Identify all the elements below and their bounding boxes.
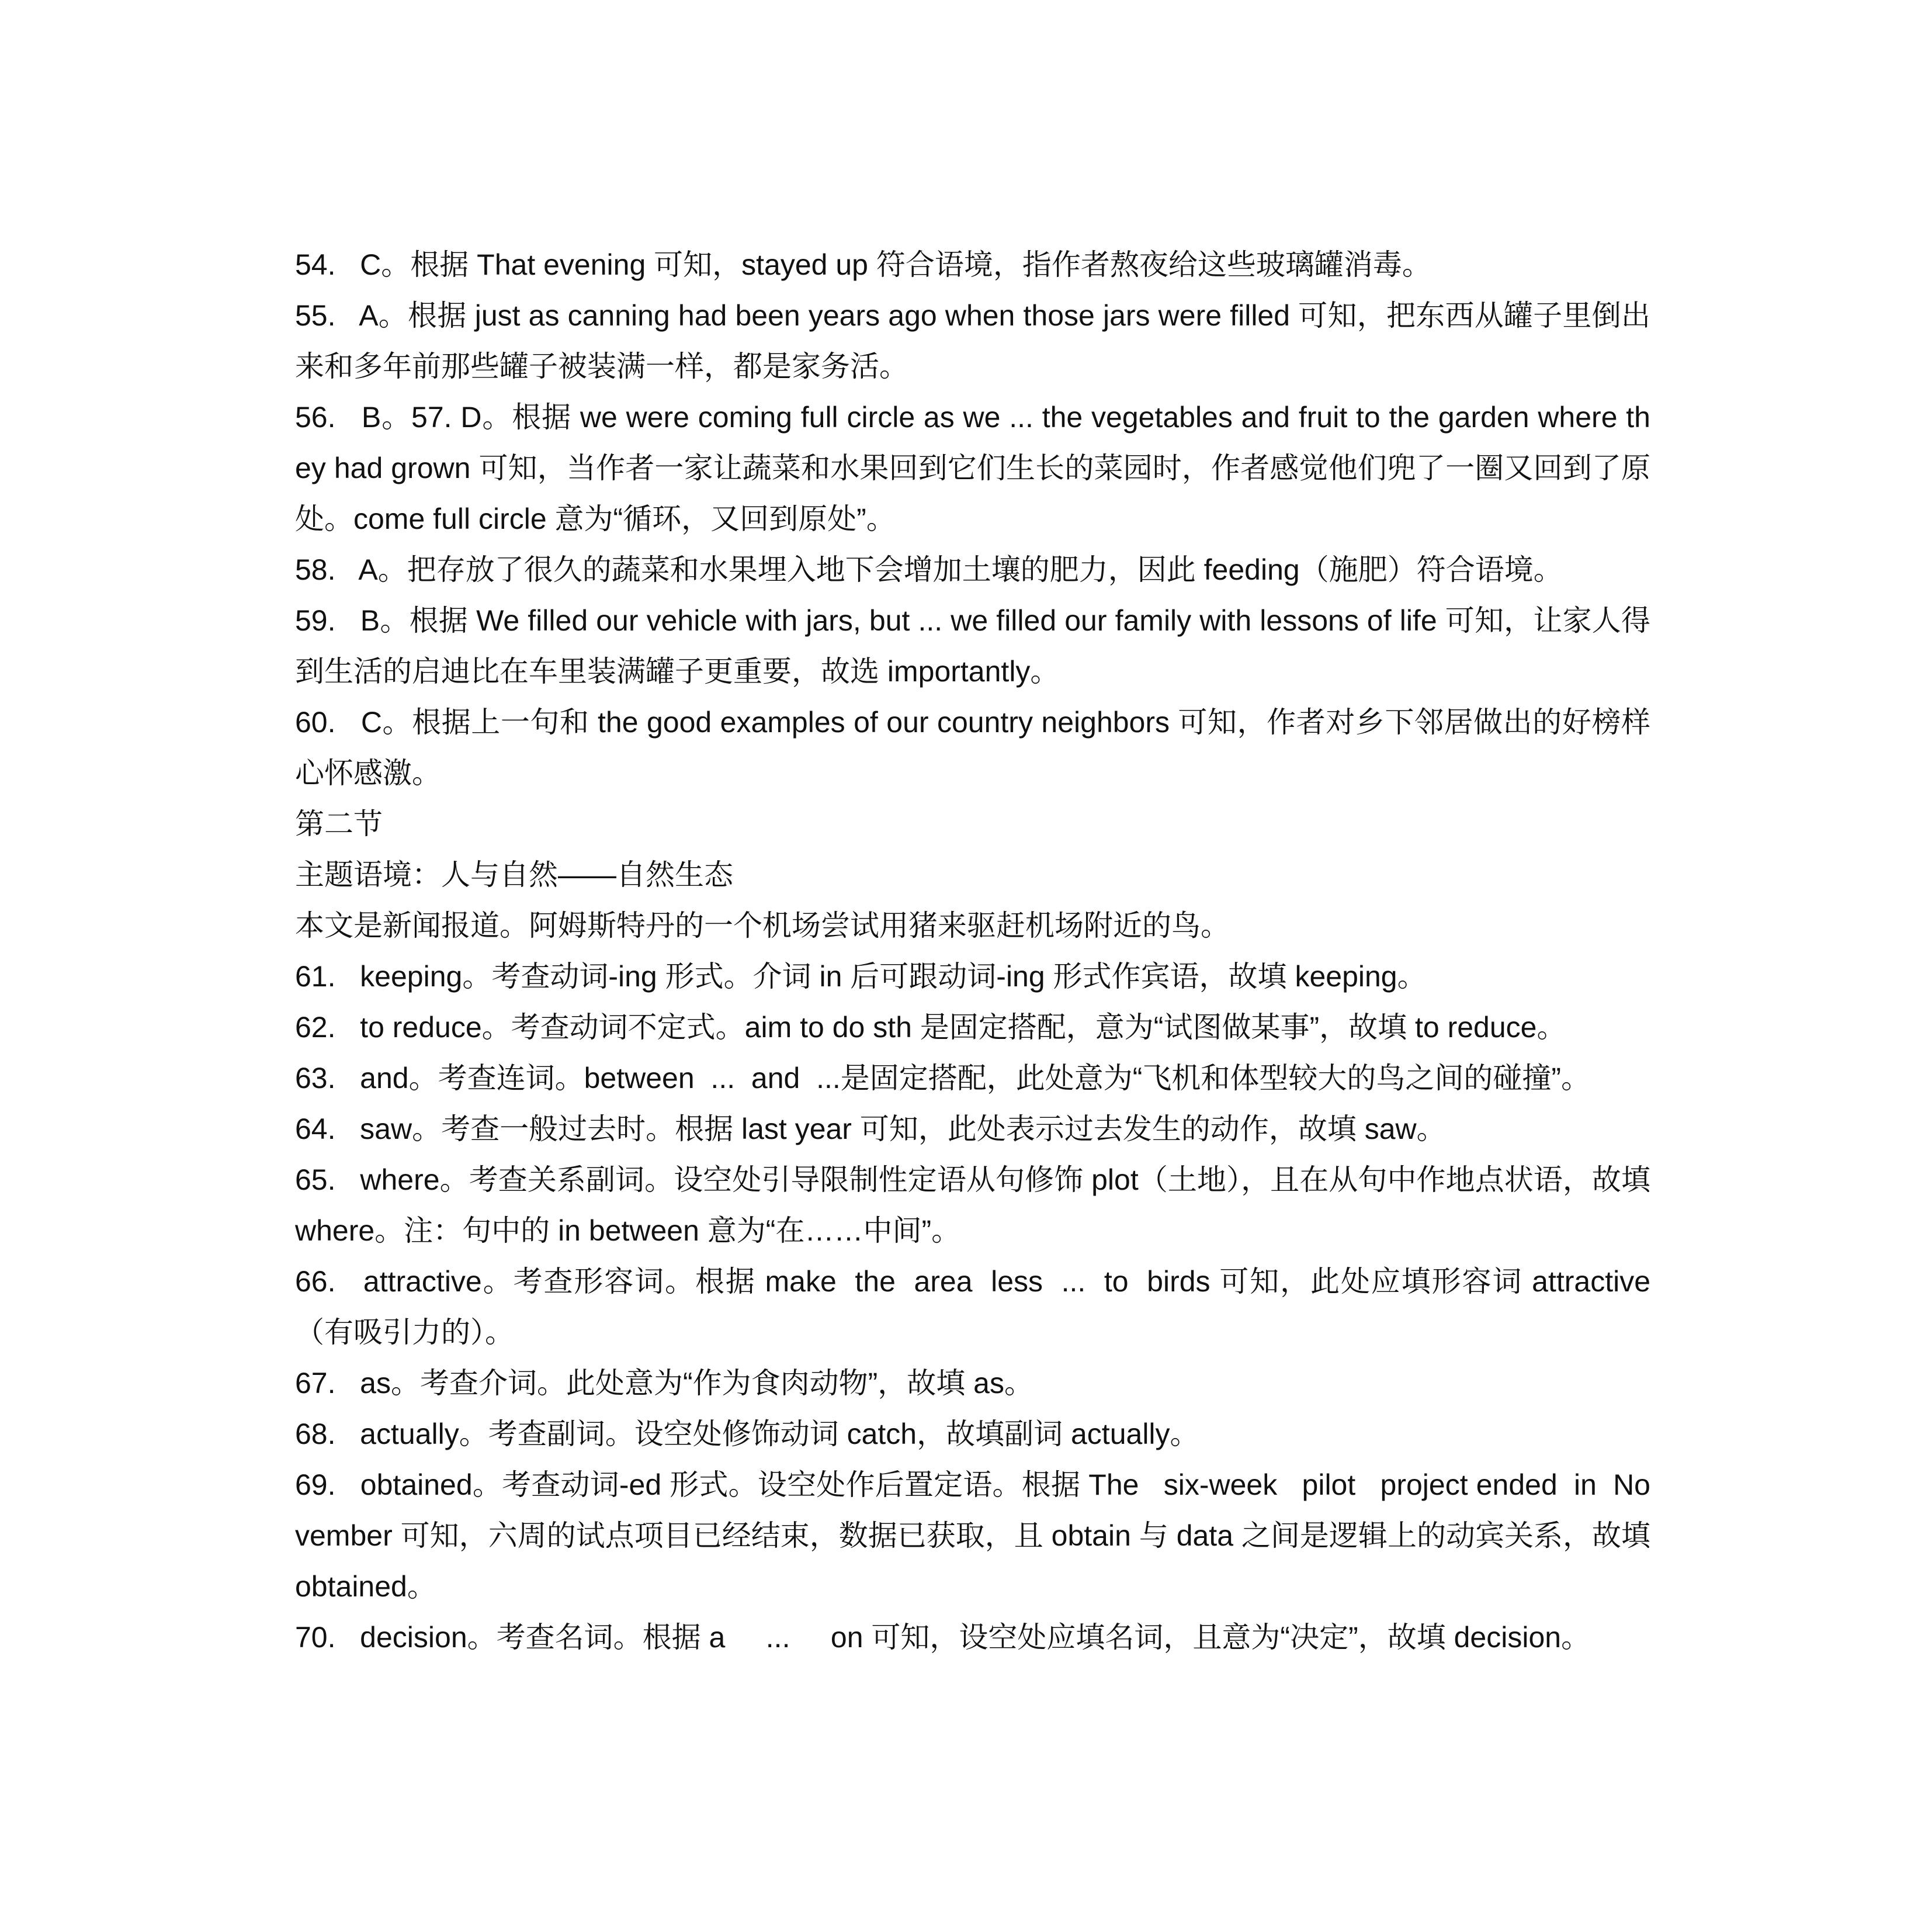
theme-context: 主题语境：人与自然——自然生态	[295, 858, 733, 891]
answer-70: 70. decision。考查名词。根据 a ... on 可知，设空处应填名词，且意为“决定”，故填 decision。	[295, 1621, 1591, 1654]
answer-59: 59. B。根据 We filled our vehicle with jars, but ... we filled our family with lessons of life 可知，让家人得到生活的启迪比在车里装满罐子更重要，故选 importantly。	[295, 604, 1650, 688]
answer-64: 64. saw。考查一般过去时。根据 last year 可知，此处表示过去发生的动作，故填 saw。	[295, 1113, 1446, 1145]
answer-66: 66. attractive。考查形容词。根据 make the area less ... to birds 可知，此处应填形容词 attractive（有吸引力的）。	[295, 1265, 1650, 1349]
answer-55: 55. A。根据 just as canning had been years ago when those jars were filled 可知，把东西从罐子里倒出来和多年前那些罐子被装满一样，都是家务活。	[295, 299, 1650, 383]
answer-63: 63. and。考查连词。between ... and ...是固定搭配，此处意为“飞机和体型较大的鸟之间的碰撞”。	[295, 1062, 1591, 1094]
answer-61: 61. keeping。考查动词-ing 形式。介词 in 后可跟动词-ing 形式作宾语，故填 keeping。	[295, 960, 1427, 993]
answer-67: 67. as。考查介词。此处意为“作为食肉动物”，故填 as。	[295, 1367, 1033, 1399]
answer-65: 65. where。考查关系副词。设空处引导限制性定语从句修饰 plot（土地），且在从句中作地点状语，故填 where。注：句中的 in between 意为“在……中间”。	[295, 1163, 1659, 1247]
answer-56-57: 56. B。57. D。根据 we were coming full circle as we ... the vegetables and fruit to the garden where they had grown 可知，当作者一家让蔬菜和水果回到它们生长的菜园时，作者感觉他们兜了一圈又回到了原处。come full circle 意为“循环，又回到原处”。	[295, 401, 1650, 535]
answer-54: 54. C。根据 That evening 可知，stayed up 符合语境，指作者熬夜给这些玻璃罐消毒。	[295, 248, 1431, 281]
passage-summary: 本文是新闻报道。阿姆斯特丹的一个机场尝试用猪来驱赶机场附近的鸟。	[295, 909, 1230, 942]
answer-69: 69. obtained。考查动词-ed 形式。设空处作后置定语。根据 The six-week pilot project ended in November 可知，六周的试点项目已经结束，数据已获取，且 obtain 与 data 之间是逻辑上的动宾关系，故填 obtained。	[295, 1468, 1659, 1603]
answer-60: 60. C。根据上一句和 the good examples of our country neighbors 可知，作者对乡下邻居做出的好榜样心怀感激。	[295, 706, 1650, 789]
answer-62: 62. to reduce。考查动词不定式。aim to do sth 是固定搭配，意为“试图做某事”，故填 to reduce。	[295, 1011, 1566, 1044]
answer-58: 58. A。把存放了很久的蔬菜和水果埋入地下会增加土壤的肥力，因此 feeding（施肥）符合语境。	[295, 553, 1563, 586]
section-heading: 第二节	[295, 808, 383, 840]
answer-68: 68. actually。考查副词。设空处修饰动词 catch，故填副词 actually。	[295, 1418, 1199, 1450]
answer-key-document	[295, 240, 1659, 1663]
